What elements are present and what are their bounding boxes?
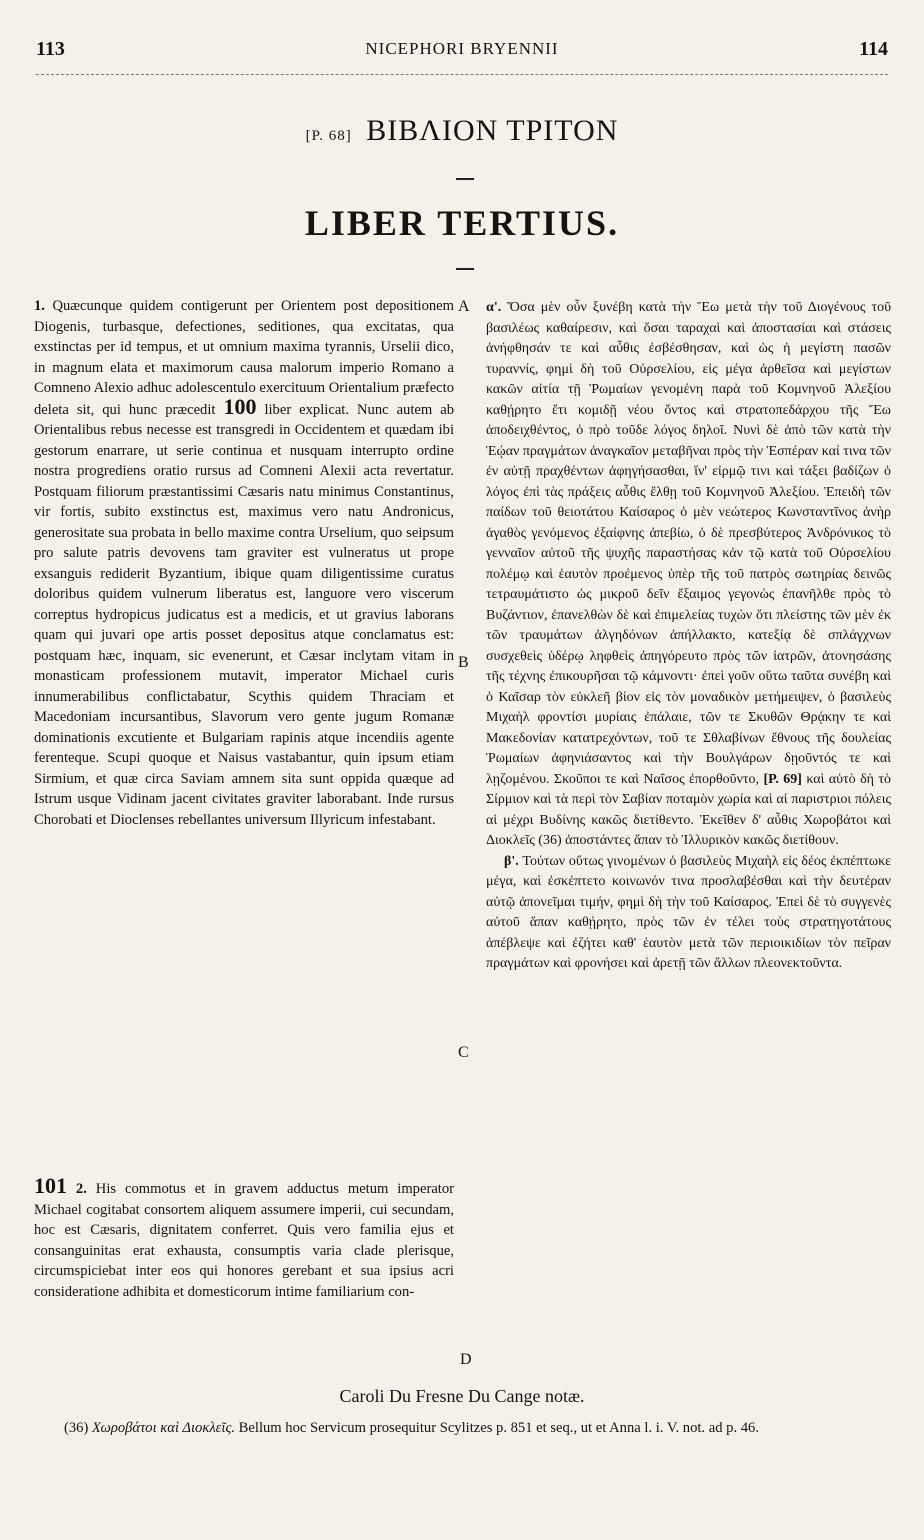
latin-paragraph-2 bbox=[34, 1173, 455, 1302]
margin-marker-c: C bbox=[458, 1044, 469, 1061]
page-reference: [P. 68] bbox=[305, 128, 352, 144]
notes-heading: Caroli Du Fresne Du Cange notæ. bbox=[339, 1386, 585, 1406]
latin-column-section-1 bbox=[34, 296, 454, 830]
greek-text: Τούτων οὕτως γινομένων ὁ βασιλεὺς Μιχαὴλ εἰς δέος ἐκπέπτωκε μέγα, καὶ ἐσκέπτετο κοινωνόν τινα προσλαβέσθαι καὶ τὴν δευτέραν αὐτῷ ἀπονεῖμαι τιμήν, φημὶ δὴ τὴν τοῦ Καίσαρος. Ἐπεὶ δὲ τὸ συγγενὲς αὐτοῦ ἅπαν καθῄρητο, πρὸς τῶν ἐν τέλει τοὺς στρατηγοτάτους ἀπέβλεψε καὶ ἐζήτει καθ' ἑαυτὸν μετὰ τῶν περιοικιδίων τὸν πεῖραν πραγμάτων καὶ φρονήσει καὶ ἀρετῇ τῶν ἄλλων πλεονεκτοῦντα. bbox=[486, 853, 892, 971]
title-divider bbox=[456, 268, 474, 270]
section-number: β'. bbox=[504, 853, 519, 869]
running-header bbox=[36, 38, 888, 60]
latin-text: His commotus et in gravem adductus metum imperator Michael cogitabat consortem aliquem assumere imperii, cui secundam, hoc est Cæsaris, dignitatem conferret. Quis vero familia ejus et consanguinitas erat exhausta, consumptis varia clade plerisque, circumspiciebat inter eos qui honores gerebant et sua ipsius acri consideratione adhibita et domesticorum intime familiarium con- bbox=[34, 1181, 455, 1300]
greek-text: καὶ αὐτὸ δὴ τὸ Σίρμιον καὶ τὰ περὶ τὸν Σαβίαν ποταμὸν χωρία καὶ αἱ παριστριοι πόλεις αἱ μέχρι Βυδίνης κακῶς διετίθεντο. Ἐκεῖθεν δ' αὖθις Χωροβάτοι καὶ Διοκλεῖς (36) ἀποστάντες ἅπαν τὸ Ἰλλυρικὸν κακῶς διετίθουν. bbox=[486, 771, 892, 848]
latin-book-title: LIBER TERTIUS. bbox=[304, 203, 620, 243]
footnote-ref: (36) bbox=[64, 1420, 89, 1436]
header-rule bbox=[36, 74, 888, 75]
edition-page-number: 100 bbox=[223, 393, 257, 419]
margin-marker-b: B bbox=[458, 654, 469, 671]
latin-text: liber explicat. Nunc autem ab Orientalibus rebus necesse est transgredi in Occidentem et quædam ibi gestorum enarrare, ut serie continua et nusquam interrupto ordine nostra progrediens oratio rursus ad Comneni Alexii acta revertatur. Postquam filiorum præstantissimi Cæsaris natu minimus Constantinus, vir fortis, subito exstinctus est, maximus vero natu Andronicus, generositate sua probata in bello maxime contra Urselium, quo seipsum pro salute patris devovens tam graviter est vulneratus ut prope exsanguis rediderit Byzantium, ibique quam diligentissime curatus doloribus quidem vulnerum liberatus est, languore vero viscerum correptus hydropicus judicatus est a medicis, et ut gravius laborans quam qui juvari ope artis posset depositus atque conclamatus est: postquam hæc, inquam, sic evenerunt, et Cæsar inclytam vitam in monasticam professionem mutavit, imperator Michael curis innumerabilibus conflictabatur, Scythis quidem Thraciam et Macedoniam incursantibus, Slavorum vero gente jugum Romanæ dominationis excutiente et Bulgariam rapinis atque incendiis agente ferenteque. Scupi quoque et Naisus vastabantur, quin ipsum etiam Sirmium, et quæ circa Saviam amnem sita sunt oppida quæque ad Istrum usque Vidinam jacent civitates graviter laborabant. Inde rursus Chorobati et Dioclenses rebellantes universum Illyricum infestabant. bbox=[34, 401, 454, 828]
greek-book-title bbox=[0, 114, 924, 148]
footnote-text: Bellum hoc Servicum prosequitur Scylitzes p. 851 et seq., ut et Anna l. i. V. not. ad p. 46. bbox=[238, 1420, 759, 1436]
page-reference: [P. 69] bbox=[763, 771, 802, 787]
margin-marker-d: D bbox=[460, 1351, 472, 1368]
footnote-lemma: Χωροβάτοι καὶ Διοκλεῖς. bbox=[91, 1420, 236, 1436]
running-title: NICEPHORI BRYENNII bbox=[365, 39, 559, 58]
greek-text: Ὅσα μὲν οὖν ξυνέβη κατὰ τὴν Ἕω μετὰ τὴν τοῦ Διογένους τοῦ βασιλέως καθαίρεσιν, καὶ ὅσαι ταραχαὶ καὶ ἀποστασίαι καὶ στάσεις ἀνήφθησάν τε καὶ αὖθις ἐσβέσθησαν, καὶ ὡς ἡ μεγίστη πασῶν τυραννίς, φημὶ δὴ τοῦ Οὐρσελίου, εἰς μέγα ἀρθεῖσα καὶ μεγίστων κακῶν αἰτία τῇ Ῥωμαίων γενομένη παρὰ τοῦ Κομνηνοῦ Ἀλεξίου καθῄρητο ἔτι κομιδῇ νέου ὄντος καὶ στρατοπεδάρχου τῆς Ἕω ἀποδειχθέντος, ὁ πρὸ τοῦδε λόγος δηλοῖ. Νυνὶ δὲ ἀπὸ τῶν κατὰ τὴν Ἑῴαν πραγμάτων ἀναγκαῖον μεταβῆναι πρὸς τὴν Ἑσπέραν καί τινα τῶν ἐν αὐτῇ πραχθέντων ἀφηγήσασθαι, ἵν' εἰρμῷ τινι καὶ τάξει βαδίζων ὁ λόγος ἐπὶ τὰς πράξεις αὖθις ἔλθῃ τοῦ Κομνηνοῦ Ἀλεξίου. Ἐπειδὴ τῶν παίδων τοῦ θειοτάτου Καίσαρος ὁ μὲν νεώτερος Κωνσταντῖνος ἀνὴρ ἀγαθὸς γενόμενος ἐξαίφνης ἀπεβίω, ὁ δὲ πρεσβύτερος Ἀνδρόνικος τὸ γενναῖον αὐτοῦ τῆς ψυχῆς παραστήσας κἀν τῷ κατὰ τοῦ Οὐρσελίου πολέμῳ καὶ ἑαυτὸν προέμενος ὑπὲρ τῆς τοῦ πατρὸς σωτηρίας δεινῶς τετραυμάτιστο ὡς μικροῦ δεῖν ἔξαιμος γεγονὼς ἐπανῆλθε πρὸς τὸ Βυζάντιον, ἐπανελθὼν δὲ καὶ ἐπιμελείας τυχὼν ὅτι πλείστης τῶν μὲν ἐκ τῶν τραυμάτων ἀλγηδόνων ἀπήλλακτο, κατεξίᾳ δὲ σπλάγχνων συσχεθεὶς ὑδέρῳ ληφθεὶς ἀπηγόρευτο πρὸς τῶν ἰατρῶν, ἀτονησάσης τῆς τέχνης ἐπικουρῆσαι τῷ κάμνοντι· ἐπεὶ γοῦν οὕτω ταῦτα συνέβη καὶ ὁ Καῖσαρ τὸν εὐκλεῆ βίον εἰς τὸν μοναδικὸν μετήμειψεν, ὁ βασιλεὺς Μιχαὴλ φροντίσι μυρίαις ἐπάλαιε, τῶν τε Σκυθῶν Θρᾴκην τε καὶ Μακεδονίαν κατατρεχόντων, τοῦ τε Σθλαβίνων ἔθνους τῆς δουλείας Ῥωμαίων ἀφηνιάσαντος καὶ τὴν Βουλγάρων δῃοῦντός τε καὶ λῃζομένου. Σκοῦποι τε καὶ Ναΐσος ἐπορθοῦντο, bbox=[486, 300, 892, 787]
left-page-number: 113 bbox=[36, 38, 65, 60]
latin-column-section-2 bbox=[34, 1173, 455, 1302]
edition-page-number: 101 bbox=[34, 1173, 67, 1198]
right-page-number: 114 bbox=[859, 38, 888, 60]
margin-marker-a: A bbox=[458, 298, 470, 315]
greek-column bbox=[486, 298, 891, 975]
section-number: 2. bbox=[75, 1181, 87, 1197]
title-divider bbox=[456, 178, 474, 180]
greek-title-text: ΒΙΒΛΙΟΝ ΤΡΙΤΟΝ bbox=[366, 114, 619, 147]
footnote bbox=[64, 1418, 888, 1439]
section-number: 1. bbox=[34, 298, 45, 314]
latin-paragraph-1 bbox=[34, 296, 454, 830]
latin-text: Quæcunque quidem contigerunt per Orientem post depositionem Diogenis, turbasque, defectiones, seditiones, qua excitatas, qua exstinctas per id tempus, et ut omnium maxima tyrannis, Urselii dico, in magnum elata et maximorum causa malorum imperio Romano a Comneno Alexio adhuc adolescentulo exercituum Orientalium præfecto deleta sit, qui hunc præcedit bbox=[34, 298, 454, 418]
greek-paragraph-1 bbox=[486, 298, 891, 852]
section-number: α'. bbox=[486, 300, 502, 315]
greek-paragraph-2 bbox=[486, 852, 891, 975]
